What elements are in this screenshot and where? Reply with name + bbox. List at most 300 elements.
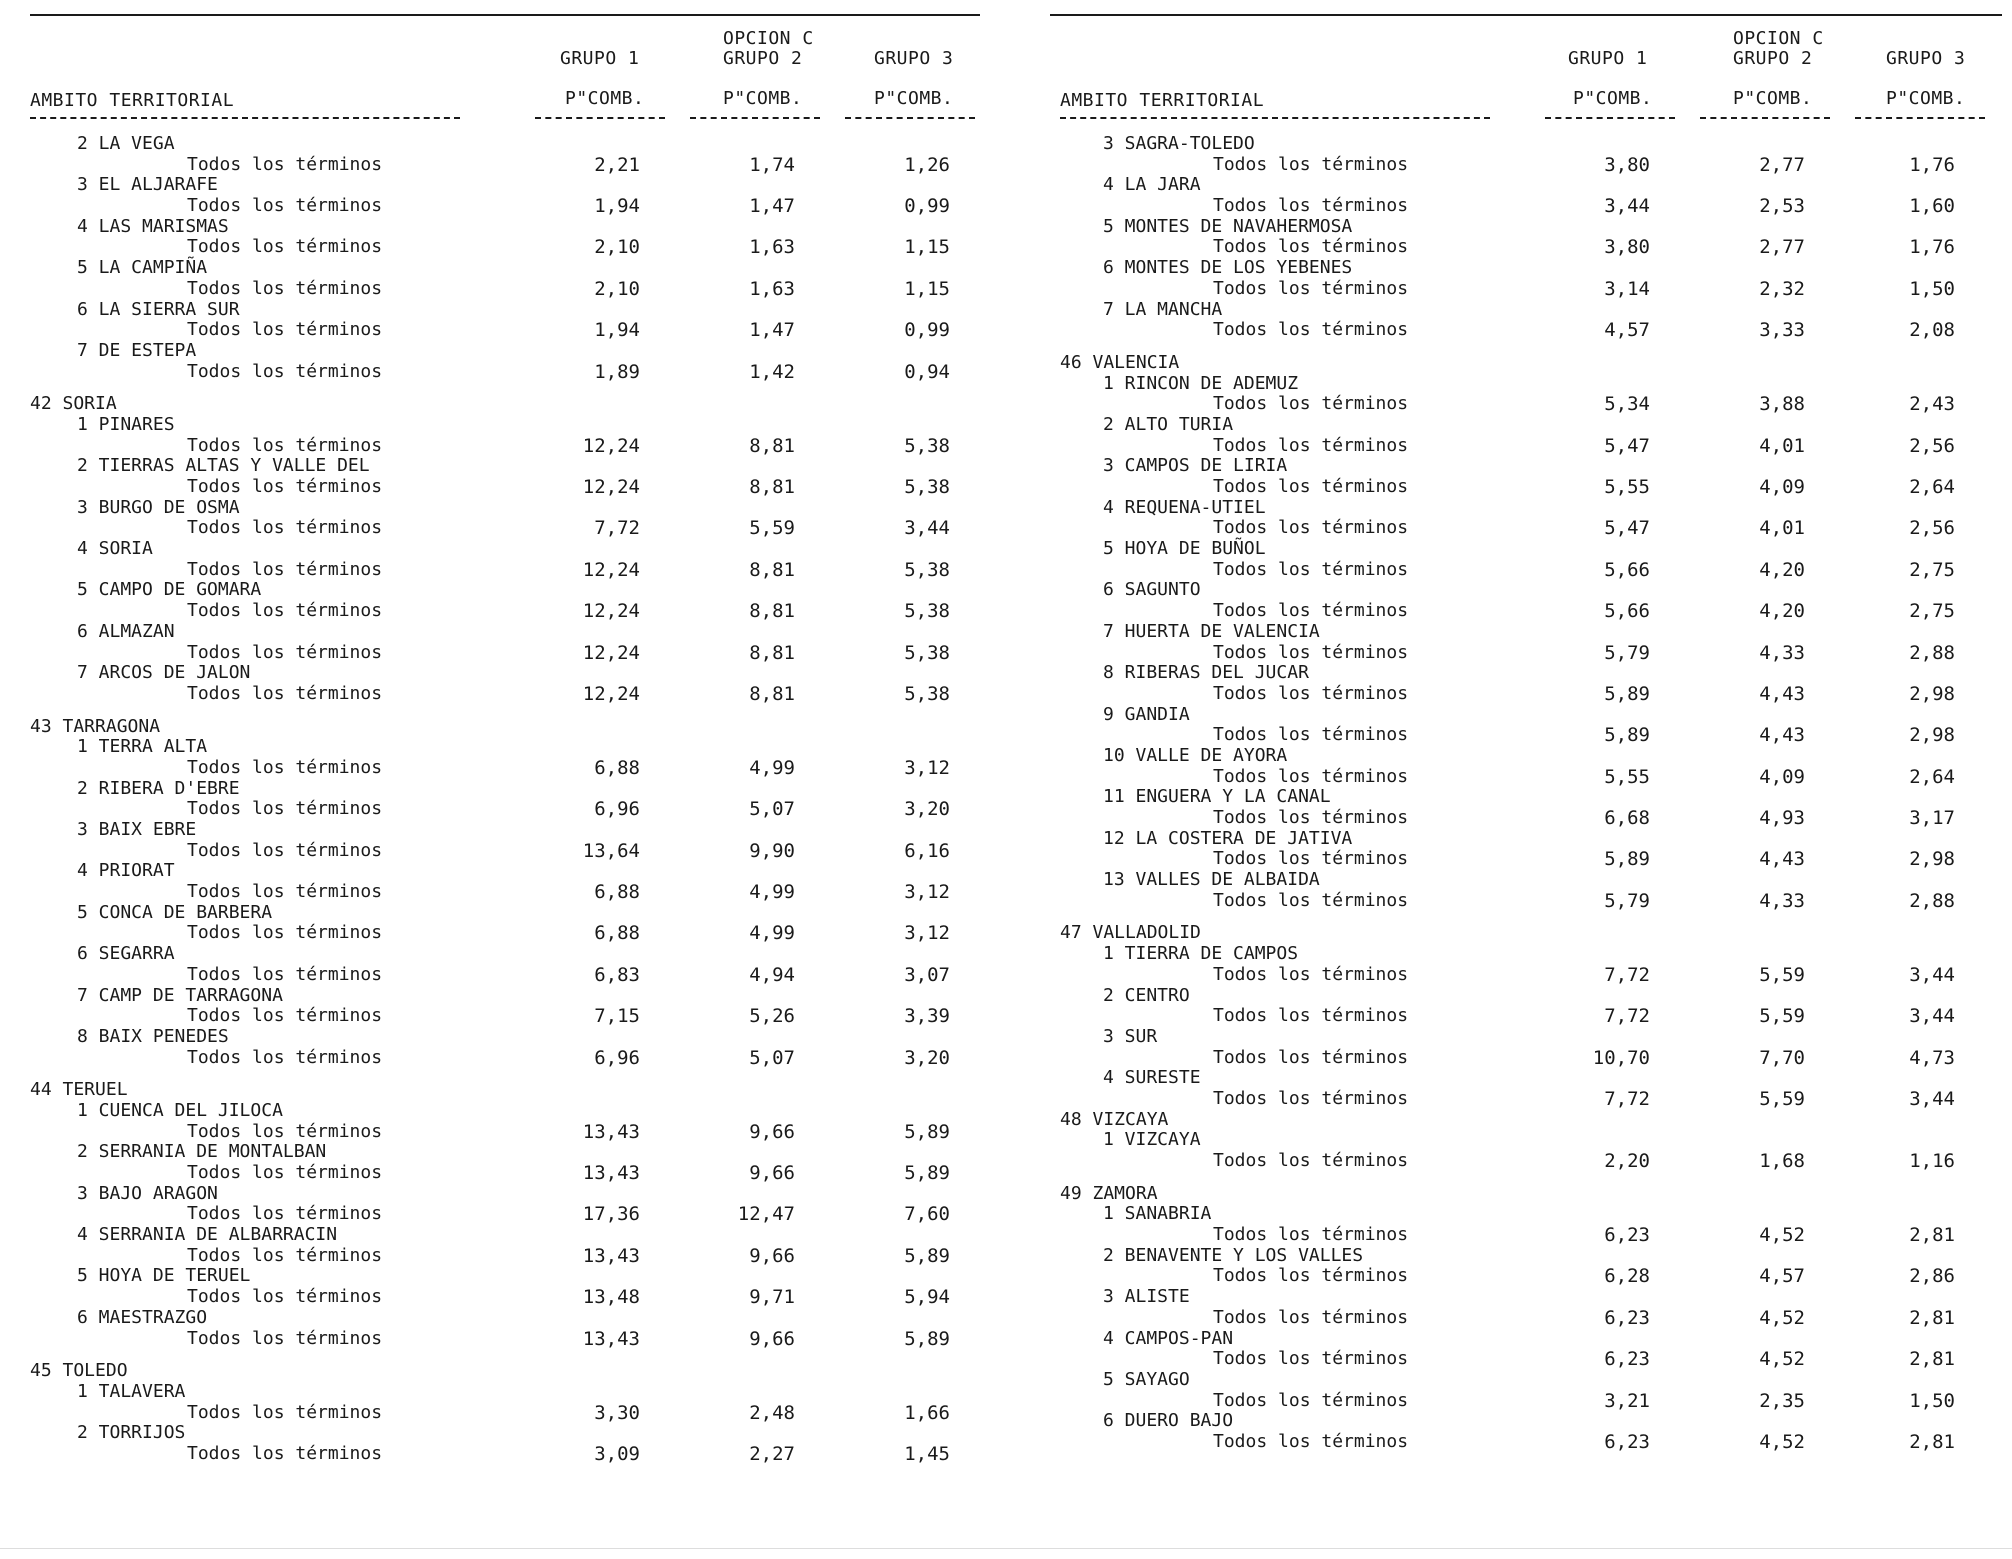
terms-row — [1050, 279, 2002, 300]
grupo2-value: 8,81 — [749, 434, 795, 457]
province-row — [1050, 1110, 2002, 1131]
grupo3-value: 1,16 — [1909, 1150, 1955, 1172]
terms-label: Todos los términos — [187, 1203, 383, 1225]
grupo1-value: 6,68 — [1604, 807, 1650, 829]
grupo3-value: 5,38 — [904, 558, 950, 581]
area-row — [1050, 1027, 2002, 1048]
grupo1-value: 12,24 — [582, 558, 640, 581]
area-name: 5 HOYA DE BUÑOL — [1103, 538, 1266, 560]
grupo2-value: 5,59 — [1759, 1005, 1805, 1028]
area-name: 4 SERRANIA DE ALBARRACIN — [77, 1224, 338, 1246]
grupo3-value: 2,81 — [1909, 1224, 1955, 1247]
area-name: 6 MAESTRAZGO — [77, 1306, 208, 1328]
area-name: 4 REQUENA-UTIEL — [1103, 496, 1266, 518]
province-row — [30, 1080, 980, 1101]
terms-label: Todos los términos — [187, 600, 383, 622]
area-name: 2 CENTRO — [1103, 984, 1190, 1006]
province-row — [30, 1361, 980, 1382]
terms-row — [1050, 808, 2002, 829]
terms-label: Todos los términos — [1213, 517, 1409, 539]
area-row — [1050, 787, 2002, 808]
area-row — [30, 258, 980, 279]
grupo3-value: 5,89 — [904, 1120, 950, 1143]
grupo1-value: 1,89 — [594, 360, 640, 383]
area-row — [1050, 944, 2002, 965]
grupo1-rule — [535, 117, 665, 119]
grupo3-value: 1,26 — [904, 153, 950, 176]
area-row — [30, 415, 980, 436]
grupo2-value: 4,43 — [1759, 848, 1805, 871]
terms-row — [1050, 965, 2002, 986]
terms-label: Todos los términos — [1213, 1430, 1409, 1452]
area-name: 10 VALLE DE AYORA — [1103, 744, 1288, 766]
terms-row — [30, 799, 980, 820]
grupo3-value: 5,89 — [904, 1327, 950, 1350]
area-row — [1050, 1246, 2002, 1267]
area-name: 3 CAMPOS DE LIRIA — [1103, 455, 1288, 477]
terms-row — [30, 279, 980, 300]
grupo2-value: 2,77 — [1759, 153, 1805, 176]
terms-row — [1050, 436, 2002, 457]
terms-label: Todos los términos — [1213, 848, 1409, 870]
grupo1-value: 5,89 — [1604, 848, 1650, 871]
grupo3-value: 1,15 — [904, 277, 950, 300]
grupo1-value: 13,43 — [582, 1162, 640, 1184]
grupo3-value: 2,56 — [1909, 517, 1955, 540]
terms-row — [1050, 1151, 2002, 1172]
grupo2-value: 4,52 — [1759, 1224, 1805, 1247]
grupo3-value: 2,75 — [1909, 600, 1955, 623]
area-name: 8 BAIX PENEDES — [77, 1025, 229, 1047]
grupo3-value: 2,98 — [1909, 848, 1955, 871]
grupo2-value: 8,81 — [749, 641, 795, 664]
grupo1-value: 5,55 — [1604, 476, 1650, 498]
grupo1-pcomb: P"COMB. — [565, 88, 645, 109]
area-name: 1 TERRA ALTA — [77, 736, 208, 758]
grupo2-value: 2,48 — [749, 1401, 795, 1424]
terms-row — [30, 320, 980, 341]
terms-label: Todos los términos — [187, 319, 383, 341]
grupo1-value: 5,79 — [1604, 641, 1650, 664]
area-name: 7 CAMP DE TARRAGONA — [77, 984, 283, 1006]
terms-row — [1050, 643, 2002, 664]
province-row — [1050, 1184, 2002, 1205]
grupo1-value: 2,10 — [594, 277, 640, 300]
grupo3-value: 2,88 — [1909, 641, 1955, 664]
terms-label: Todos los términos — [1213, 682, 1409, 704]
grupo2-value: 9,66 — [749, 1120, 795, 1143]
terms-label: Todos los términos — [187, 558, 383, 580]
terms-row — [30, 196, 980, 217]
terms-row — [1050, 237, 2002, 258]
area-row — [1050, 663, 2002, 684]
terms-row — [1050, 1266, 2002, 1287]
terms-label: Todos los términos — [187, 360, 383, 382]
terms-label: Todos los términos — [1213, 1348, 1409, 1370]
grupo2-value: 5,26 — [749, 1005, 795, 1028]
ambito-header: AMBITO TERRITORIAL — [1060, 90, 1265, 111]
terms-label: Todos los términos — [187, 153, 383, 175]
terms-row — [1050, 767, 2002, 788]
grupo3-value: 7,60 — [904, 1203, 950, 1226]
grupo2-value: 4,01 — [1759, 517, 1805, 540]
grupo1-value: 6,96 — [594, 798, 640, 821]
area-name: 1 VIZCAYA — [1103, 1129, 1201, 1151]
grupo3-header: GRUPO 3 — [874, 48, 954, 69]
grupo1-value: 2,20 — [1604, 1150, 1650, 1172]
grupo3-value: 6,16 — [904, 839, 950, 862]
ambito-rule — [1060, 117, 1490, 119]
area-row — [30, 1101, 980, 1122]
grupo2-value: 4,99 — [749, 881, 795, 904]
area-name: 2 TORRIJOS — [77, 1422, 186, 1444]
terms-label: Todos los términos — [1213, 195, 1409, 217]
terms-row — [1050, 1225, 2002, 1246]
grupo2-value: 8,81 — [749, 600, 795, 623]
grupo3-value: 5,38 — [904, 434, 950, 457]
area-name: 1 CUENCA DEL JILOCA — [77, 1099, 283, 1121]
area-name: 3 EL ALJARAFE — [77, 174, 218, 196]
area-row — [30, 1184, 980, 1205]
grupo1-value: 7,72 — [594, 517, 640, 540]
area-row — [30, 300, 980, 321]
terms-label: Todos los términos — [1213, 1046, 1409, 1068]
area-name: 3 SAGRA-TOLEDO — [1103, 133, 1255, 154]
grupo1-value: 12,24 — [582, 641, 640, 664]
terms-row — [30, 841, 980, 862]
terms-row — [30, 1122, 980, 1143]
bottom-edge — [0, 1548, 2012, 1549]
area-row — [1050, 1204, 2002, 1225]
grupo3-value: 3,12 — [904, 881, 950, 904]
ambito-rule — [30, 117, 460, 119]
grupo3-value: 3,20 — [904, 798, 950, 821]
grupo2-value: 8,81 — [749, 476, 795, 498]
terms-label: Todos los términos — [1213, 889, 1409, 911]
area-row — [30, 341, 980, 362]
terms-row — [1050, 849, 2002, 870]
grupo1-value: 5,47 — [1604, 517, 1650, 540]
terms-label: Todos los términos — [1213, 1306, 1409, 1328]
grupo2-value: 3,88 — [1759, 393, 1805, 416]
area-name: 2 LA VEGA — [77, 133, 175, 154]
grupo1-value: 5,79 — [1604, 889, 1650, 912]
grupo2-value: 2,27 — [749, 1442, 795, 1465]
area-row — [30, 134, 980, 155]
area-row — [30, 779, 980, 800]
grupo1-header: GRUPO 1 — [1568, 48, 1648, 69]
grupo2-value: 8,81 — [749, 682, 795, 705]
area-row — [1050, 539, 2002, 560]
area-name: 11 ENGUERA Y LA CANAL — [1103, 786, 1331, 808]
terms-label: Todos los términos — [187, 839, 383, 861]
terms-label: Todos los términos — [1213, 236, 1409, 258]
terms-label: Todos los términos — [1213, 641, 1409, 663]
grupo1-value: 6,23 — [1604, 1430, 1650, 1453]
grupo3-value: 3,07 — [904, 963, 950, 986]
province-name: 48 VIZCAYA — [1060, 1108, 1169, 1130]
grupo3-value: 0,99 — [904, 195, 950, 218]
area-name: 7 DE ESTEPA — [77, 339, 197, 361]
area-name: 5 SAYAGO — [1103, 1368, 1190, 1390]
terms-row — [30, 1246, 980, 1267]
terms-label: Todos los términos — [1213, 1389, 1409, 1411]
terms-row — [1050, 1391, 2002, 1412]
grupo3-value: 1,50 — [1909, 277, 1955, 300]
grupo1-value: 6,88 — [594, 881, 640, 904]
grupo1-value: 17,36 — [582, 1203, 640, 1226]
province-name: 43 TARRAGONA — [30, 715, 161, 737]
area-row — [1050, 829, 2002, 850]
grupo1-value: 13,43 — [582, 1244, 640, 1267]
area-row — [1050, 1068, 2002, 1089]
grupo3-value: 3,44 — [904, 517, 950, 540]
area-name: 5 CONCA DE BARBERA — [77, 901, 273, 923]
grupo2-value: 1,74 — [749, 153, 795, 176]
grupo2-value: 1,63 — [749, 236, 795, 259]
grupo1-pcomb: P"COMB. — [1573, 88, 1653, 109]
grupo2-value: 9,66 — [749, 1244, 795, 1267]
terms-label: Todos los términos — [187, 1120, 383, 1142]
terms-label: Todos los términos — [187, 1401, 383, 1423]
grupo2-value: 5,07 — [749, 798, 795, 821]
grupo1-value: 4,57 — [1604, 319, 1650, 342]
terms-label: Todos los términos — [1213, 476, 1409, 497]
province-name: 45 TOLEDO — [30, 1360, 128, 1382]
terms-row — [30, 684, 980, 705]
grupo3-value: 1,50 — [1909, 1389, 1955, 1412]
grupo3-value: 3,44 — [1909, 1005, 1955, 1028]
area-row — [1050, 1287, 2002, 1308]
grupo1-value: 13,48 — [582, 1286, 640, 1309]
terms-label: Todos los términos — [187, 1442, 383, 1464]
grupo2-value: 4,43 — [1759, 682, 1805, 705]
terms-label: Todos los términos — [1213, 558, 1409, 580]
grupo3-value: 3,44 — [1909, 963, 1955, 986]
grupo1-value: 13,43 — [582, 1120, 640, 1143]
grupo1-value: 3,80 — [1604, 153, 1650, 176]
terms-row — [30, 518, 980, 539]
area-name: 5 MONTES DE NAVAHERMOSA — [1103, 215, 1353, 237]
grupo1-value: 3,14 — [1604, 277, 1650, 300]
grupo3-pcomb: P"COMB. — [874, 88, 954, 109]
grupo2-value: 2,35 — [1759, 1389, 1805, 1412]
terms-label: Todos los términos — [187, 963, 383, 985]
terms-row — [30, 1329, 980, 1350]
grupo2-value: 4,09 — [1759, 765, 1805, 788]
area-row — [30, 1382, 980, 1403]
grupo2-value: 2,53 — [1759, 195, 1805, 218]
area-name: 2 SERRANIA DE MONTALBAN — [77, 1141, 327, 1163]
grupo3-value: 2,98 — [1909, 724, 1955, 747]
table-header — [30, 14, 980, 126]
terms-label: Todos los términos — [187, 641, 383, 663]
grupo3-rule — [845, 117, 975, 119]
grupo3-value: 2,81 — [1909, 1348, 1955, 1371]
area-row — [30, 903, 980, 924]
area-row — [30, 1142, 980, 1163]
grupo3-value: 1,45 — [904, 1442, 950, 1465]
grupo3-value: 2,98 — [1909, 682, 1955, 705]
area-row — [1050, 374, 2002, 395]
grupo1-value: 5,89 — [1604, 682, 1650, 705]
grupo2-rule — [690, 117, 820, 119]
area-name: 2 RIBERA D'EBRE — [77, 777, 240, 799]
grupo3-value: 5,38 — [904, 476, 950, 498]
terms-row — [1050, 1308, 2002, 1329]
grupo1-value: 12,24 — [582, 434, 640, 457]
grupo3-value: 2,64 — [1909, 476, 1955, 498]
area-row — [1050, 746, 2002, 767]
grupo2-value: 4,09 — [1759, 476, 1805, 498]
grupo2-value: 1,47 — [749, 319, 795, 342]
province-name: 49 ZAMORA — [1060, 1182, 1158, 1204]
terms-row — [30, 882, 980, 903]
terms-row — [1050, 320, 2002, 341]
terms-label: Todos los términos — [187, 1005, 383, 1027]
terms-label: Todos los términos — [187, 1286, 383, 1308]
opcion-label: OPCION C — [1733, 28, 1824, 49]
grupo3-value: 2,81 — [1909, 1306, 1955, 1329]
area-name: 3 BURGO DE OSMA — [77, 496, 240, 518]
terms-label: Todos los términos — [187, 1244, 383, 1266]
area-row — [1050, 622, 2002, 643]
area-name: 12 LA COSTERA DE JATIVA — [1103, 827, 1353, 849]
area-name: 6 DUERO BAJO — [1103, 1410, 1234, 1432]
grupo1-value: 7,15 — [594, 1005, 640, 1028]
grupo2-value: 4,93 — [1759, 807, 1805, 829]
grupo3-value: 5,89 — [904, 1244, 950, 1267]
terms-row — [1050, 1349, 2002, 1370]
grupo2-value: 2,32 — [1759, 277, 1805, 300]
grupo3-value: 2,08 — [1909, 319, 1955, 342]
grupo1-value: 5,66 — [1604, 600, 1650, 623]
grupo3-value: 2,88 — [1909, 889, 1955, 912]
grupo3-value: 1,76 — [1909, 153, 1955, 176]
area-name: 7 LA MANCHA — [1103, 298, 1223, 320]
terms-label: Todos los términos — [1213, 319, 1409, 341]
grupo2-value: 1,68 — [1759, 1150, 1805, 1172]
grupo1-value: 6,88 — [594, 756, 640, 779]
grupo1-value: 3,80 — [1604, 236, 1650, 259]
area-name: 6 MONTES DE LOS YEBENES — [1103, 257, 1353, 279]
grupo2-value: 5,59 — [1759, 963, 1805, 986]
grupo1-header: GRUPO 1 — [560, 48, 640, 69]
grupo2-value: 4,99 — [749, 922, 795, 945]
area-row — [30, 175, 980, 196]
grupo1-value: 3,30 — [594, 1401, 640, 1424]
terms-label: Todos los términos — [1213, 600, 1409, 622]
area-name: 4 PRIORAT — [77, 860, 175, 882]
area-row — [30, 861, 980, 882]
terms-label: Todos los términos — [1213, 1224, 1409, 1246]
area-row — [30, 622, 980, 643]
terms-row — [30, 1006, 980, 1027]
area-name: 6 ALMAZAN — [77, 620, 175, 642]
area-row — [1050, 580, 2002, 601]
area-name: 4 CAMPOS-PAN — [1103, 1327, 1234, 1349]
grupo1-value: 7,72 — [1604, 963, 1650, 986]
terms-label: Todos los términos — [1213, 1150, 1409, 1171]
terms-label: Todos los términos — [187, 1162, 383, 1183]
area-name: 7 HUERTA DE VALENCIA — [1103, 620, 1320, 642]
grupo1-value: 6,96 — [594, 1046, 640, 1069]
terms-row — [1050, 1432, 2002, 1453]
area-name: 2 ALTO TURIA — [1103, 413, 1234, 435]
terms-row — [1050, 196, 2002, 217]
grupo2-value: 4,20 — [1759, 600, 1805, 623]
grupo3-value: 3,39 — [904, 1005, 950, 1028]
grupo2-value: 9,71 — [749, 1286, 795, 1309]
grupo1-value: 12,24 — [582, 600, 640, 623]
grupo2-header: GRUPO 2 — [723, 48, 803, 69]
grupo3-value: 2,86 — [1909, 1265, 1955, 1288]
area-row — [1050, 870, 2002, 891]
terms-row — [30, 1204, 980, 1225]
area-row — [1050, 705, 2002, 726]
area-row — [1050, 258, 2002, 279]
grupo3-value: 0,99 — [904, 319, 950, 342]
area-name: 6 SAGUNTO — [1103, 579, 1201, 601]
province-row — [30, 717, 980, 738]
terms-row — [1050, 560, 2002, 581]
grupo2-value: 4,20 — [1759, 558, 1805, 581]
grupo2-value: 7,70 — [1759, 1046, 1805, 1069]
area-row — [30, 539, 980, 560]
terms-label: Todos los términos — [1213, 1087, 1409, 1109]
grupo3-value: 1,66 — [904, 1401, 950, 1424]
grupo2-rule — [1700, 117, 1830, 119]
terms-row — [30, 643, 980, 664]
grupo1-value: 6,88 — [594, 922, 640, 945]
grupo3-value: 1,76 — [1909, 236, 1955, 259]
area-name: 4 LAS MARISMAS — [77, 215, 229, 237]
province-name: 46 VALENCIA — [1060, 351, 1180, 373]
grupo2-value: 4,94 — [749, 963, 795, 986]
grupo2-value: 4,57 — [1759, 1265, 1805, 1288]
terms-row — [1050, 1048, 2002, 1069]
area-row — [1050, 1370, 2002, 1391]
grupo2-value: 5,07 — [749, 1046, 795, 1069]
terms-row — [30, 436, 980, 457]
area-row — [30, 1423, 980, 1444]
grupo1-value: 6,23 — [1604, 1348, 1650, 1371]
terms-row — [1050, 1089, 2002, 1110]
grupo1-value: 13,64 — [582, 839, 640, 862]
area-name: 7 ARCOS DE JALON — [77, 662, 251, 684]
ambito-header: AMBITO TERRITORIAL — [30, 90, 235, 111]
area-name: 3 BAJO ARAGON — [77, 1182, 218, 1204]
grupo1-value: 12,24 — [582, 476, 640, 498]
area-name: 9 GANDIA — [1103, 703, 1190, 725]
grupo1-value: 5,66 — [1604, 558, 1650, 581]
area-name: 13 VALLES DE ALBAIDA — [1103, 869, 1320, 891]
grupo2-value: 4,99 — [749, 756, 795, 779]
grupo1-value: 12,24 — [582, 682, 640, 705]
terms-label: Todos los términos — [1213, 1265, 1409, 1287]
grupo3-value: 0,94 — [904, 360, 950, 383]
grupo1-value: 5,34 — [1604, 393, 1650, 416]
area-row — [30, 986, 980, 1007]
grupo3-value: 2,43 — [1909, 393, 1955, 416]
terms-label: Todos los términos — [187, 277, 383, 299]
grupo3-value: 2,81 — [1909, 1430, 1955, 1453]
area-name: 4 SORIA — [77, 538, 153, 560]
area-name: 1 TIERRA DE CAMPOS — [1103, 943, 1299, 965]
province-name: 47 VALLADOLID — [1060, 922, 1201, 944]
grupo3-rule — [1855, 117, 1985, 119]
terms-label: Todos los términos — [187, 434, 383, 456]
